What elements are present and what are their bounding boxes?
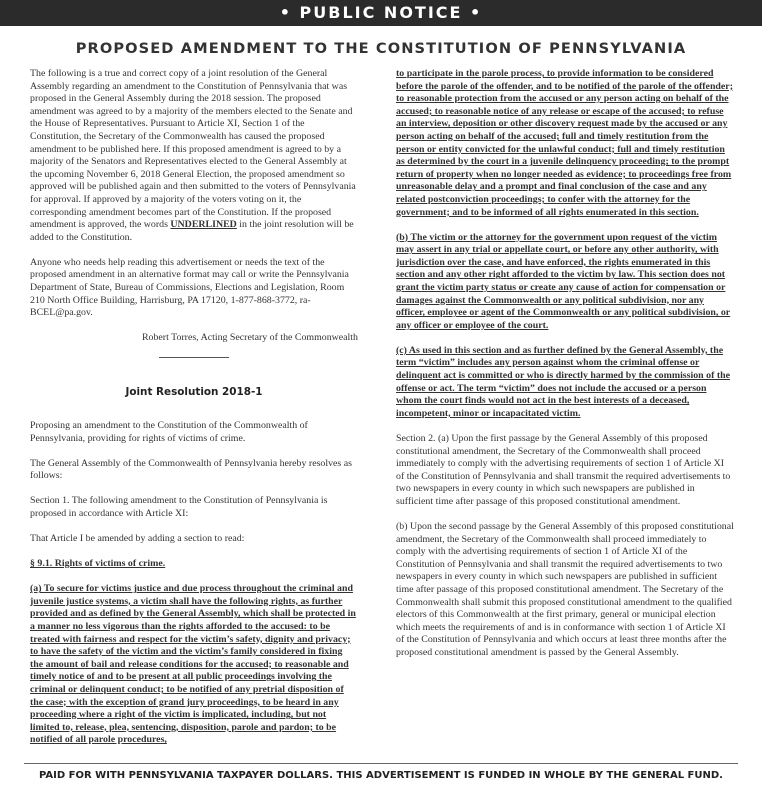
- section-heading: § 9.1. Rights of victims of crime.: [30, 558, 166, 570]
- paragraph-b: (b) The victim or the attorney for the government upon request of the victim may assert in any trial or appellate court, or before any other authority, with jurisdiction over the case, and have enforced, the rights enumerated in this section and any other right afforded to the victim by law. This section does not grant the victim party status or create any cause of action for compensation or damages against the Commonwealth or any political subdivision, nor any officer, employee or agent of the Commonwealth or any political subdivision, or any officer or employee of the court.: [396, 231, 731, 331]
- paragraph-a-continued: to participate in the parole process, to provide information to be considered before the parole of the offender, and to be notified of the parole of the offender; to reasonable protection from the accused or any person acting on behalf of the accused; to reasonable notice of any release or escape of the accused; to refuse an interview, deposition or other discovery request made by the accused or any person acting on behalf of the accused; full and timely restitution from the person or entity convicted for the unlawful conduct; full and timely restitution as determined by the court in a juvenile delinquency proceeding; to the prompt return of property when no longer needed as evidence; to proceedings free from unreasonable delay and a prompt and final conclusion of the case and any related postconviction proceedings; to confer with the attorney for the government; and to be informed of all rights enumerated in this section.: [396, 68, 733, 218]
- enacting-paragraph: The General Assembly of the Commonwealth of Pennsylvania hereby resolves as follows:: [30, 457, 352, 482]
- section2a-paragraph: Section 2. (a) Upon the first passage by the General Assembly of this proposed constitutional amendment, the Secretary of the Commonwealth shall proceed immediately to comply with the advertising requirements of section 1 of Article XI of the Constitution of Pennsylvania and shall transmit the required advertisements to two newspapers in every county in which such newspapers are published in sufficient time after passage of this proposed constitutional amendment.: [396, 432, 731, 507]
- notice-title: PROPOSED AMENDMENT TO THE CONSTITUTION OF PENNSYLVANIA: [75, 40, 687, 57]
- proposing-paragraph: Proposing an amendment to the Constitution of the Commonwealth of Pennsylvania, providing for rights of victims of crime.: [30, 419, 308, 444]
- article-paragraph: That Article I be amended by adding a section to read:: [30, 533, 245, 545]
- underlined-word: UNDERLINED: [170, 219, 237, 231]
- resolution-title: Joint Resolution 2018-1: [125, 386, 263, 399]
- section2b-paragraph: (b) Upon the second passage by the General Assembly of this proposed constitutional amendment, the Secretary of the Commonwealth shall proceed immediately to comply with the advertising requirements of section 1 of Article XI of the Constitution of Pennsylvania and shall transmit the required advertisements to two newspapers in every county in which such newspapers are published in sufficient time after passage of this proposed constitutional amendment. The Secretary of the Commonwealth shall submit this proposed constitutional amendment to the qualified electors of this Commonwealth at the first primary, general or municipal election which meets the requirements of and is in conformance with section 1 of Article XI of the Constitution of Pennsylvania and which occurs at least three months after the proposed constitutional amendment is passed by the General Assembly.: [396, 521, 734, 658]
- public-notice-banner: • PUBLIC NOTICE •: [0, 0, 762, 26]
- section1-paragraph: Section 1. The following amendment to the Constitution of Pennsylvania is proposed in accordance with Article XI:: [30, 495, 328, 519]
- right-column: [396, 68, 734, 672]
- paragraph-c: (c) As used in this section and as further defined by the General Assembly, the term “victim” includes any person against whom the criminal offense or delinquent act is committed or who is directly harmed by the commission of the offense or act. The term “victim” does not include the accused or a person whom the court finds would not act in the best interests of a deceased, incompetent, minor or incapacitated victim.: [396, 344, 730, 419]
- intro-text-end: in the joint resolution will be added to the Constitution.: [30, 219, 354, 243]
- left-column: [30, 68, 358, 759]
- funding-footer: PAID FOR WITH PENNSYLVANIA TAXPAYER DOLLARS. THIS ADVERTISEMENT IS FUNDED IN WHOLE BY THE GENERAL FUND.: [39, 770, 723, 781]
- intro-text: The following is a true and correct copy of a joint resolution of the General Assembly regarding an amendment to the Constitution of Pennsylvania that was proposed in the General Assembly during the 2018 session. The proposed amendment was agreed to by a majority of the members elected to the Senate and the House of Representatives. Pursuant to Article XI, Section 1 of the Constitution, the Secretary of the Commonwealth has caused the proposed amendment to be published here. If this proposed amendment is agreed to by a majority of the Senators and Representatives elected to the General Assembly at the upcoming November 6, 2018 General Election, the proposed amendment so approved will be published again and then submitted to the voters of Pennsylvania for approval. If approved by a majority of the voters voting on it, the corresponding amendment becomes part of the Constitution. If the proposed amendment is approved, the words: [30, 68, 356, 231]
- signature: Robert Torres, Acting Secretary of the Commonwealth: [141, 332, 358, 344]
- help-paragraph: Anyone who needs help reading this advertisement or needs the text of the proposed amendment in an alternative format may call or write the Pennsylvania Department of State, Bureau of Commissions, Elections and Legislation, Room 210 North Office Building, Harrisburg, PA 17120, 1-877-868-3772, ra-BCEL@pa.gov.: [30, 256, 349, 319]
- paragraph-a: (a) To secure for victims justice and due process throughout the criminal and juvenile justice systems, a victim shall have the following rights, as further provided and as defined by the General Assembly, which shall be protected in a manner no less vigorous than the rights afforded to the accused: to be treated with fairness and respect for the victim’s safety, dignity and privacy; to have the safety of the victim and the victim’s family considered in fixing the amount of bail and release conditions for the accused; to reasonable and timely notice of and to be present at all public proceedings involving the criminal or delinquent conduct; to be notified of any pretrial disposition of the case; with the exception of grand jury proceedings, to be heard in any proceeding where a right of the victim is implicated, including, but not limited to, release, plea, sentencing, disposition, parole and pardon; to be notified of all parole procedures,: [30, 583, 356, 746]
- divider: [159, 357, 229, 358]
- footer-divider: [24, 763, 738, 764]
- intro-paragraph: [30, 68, 358, 244]
